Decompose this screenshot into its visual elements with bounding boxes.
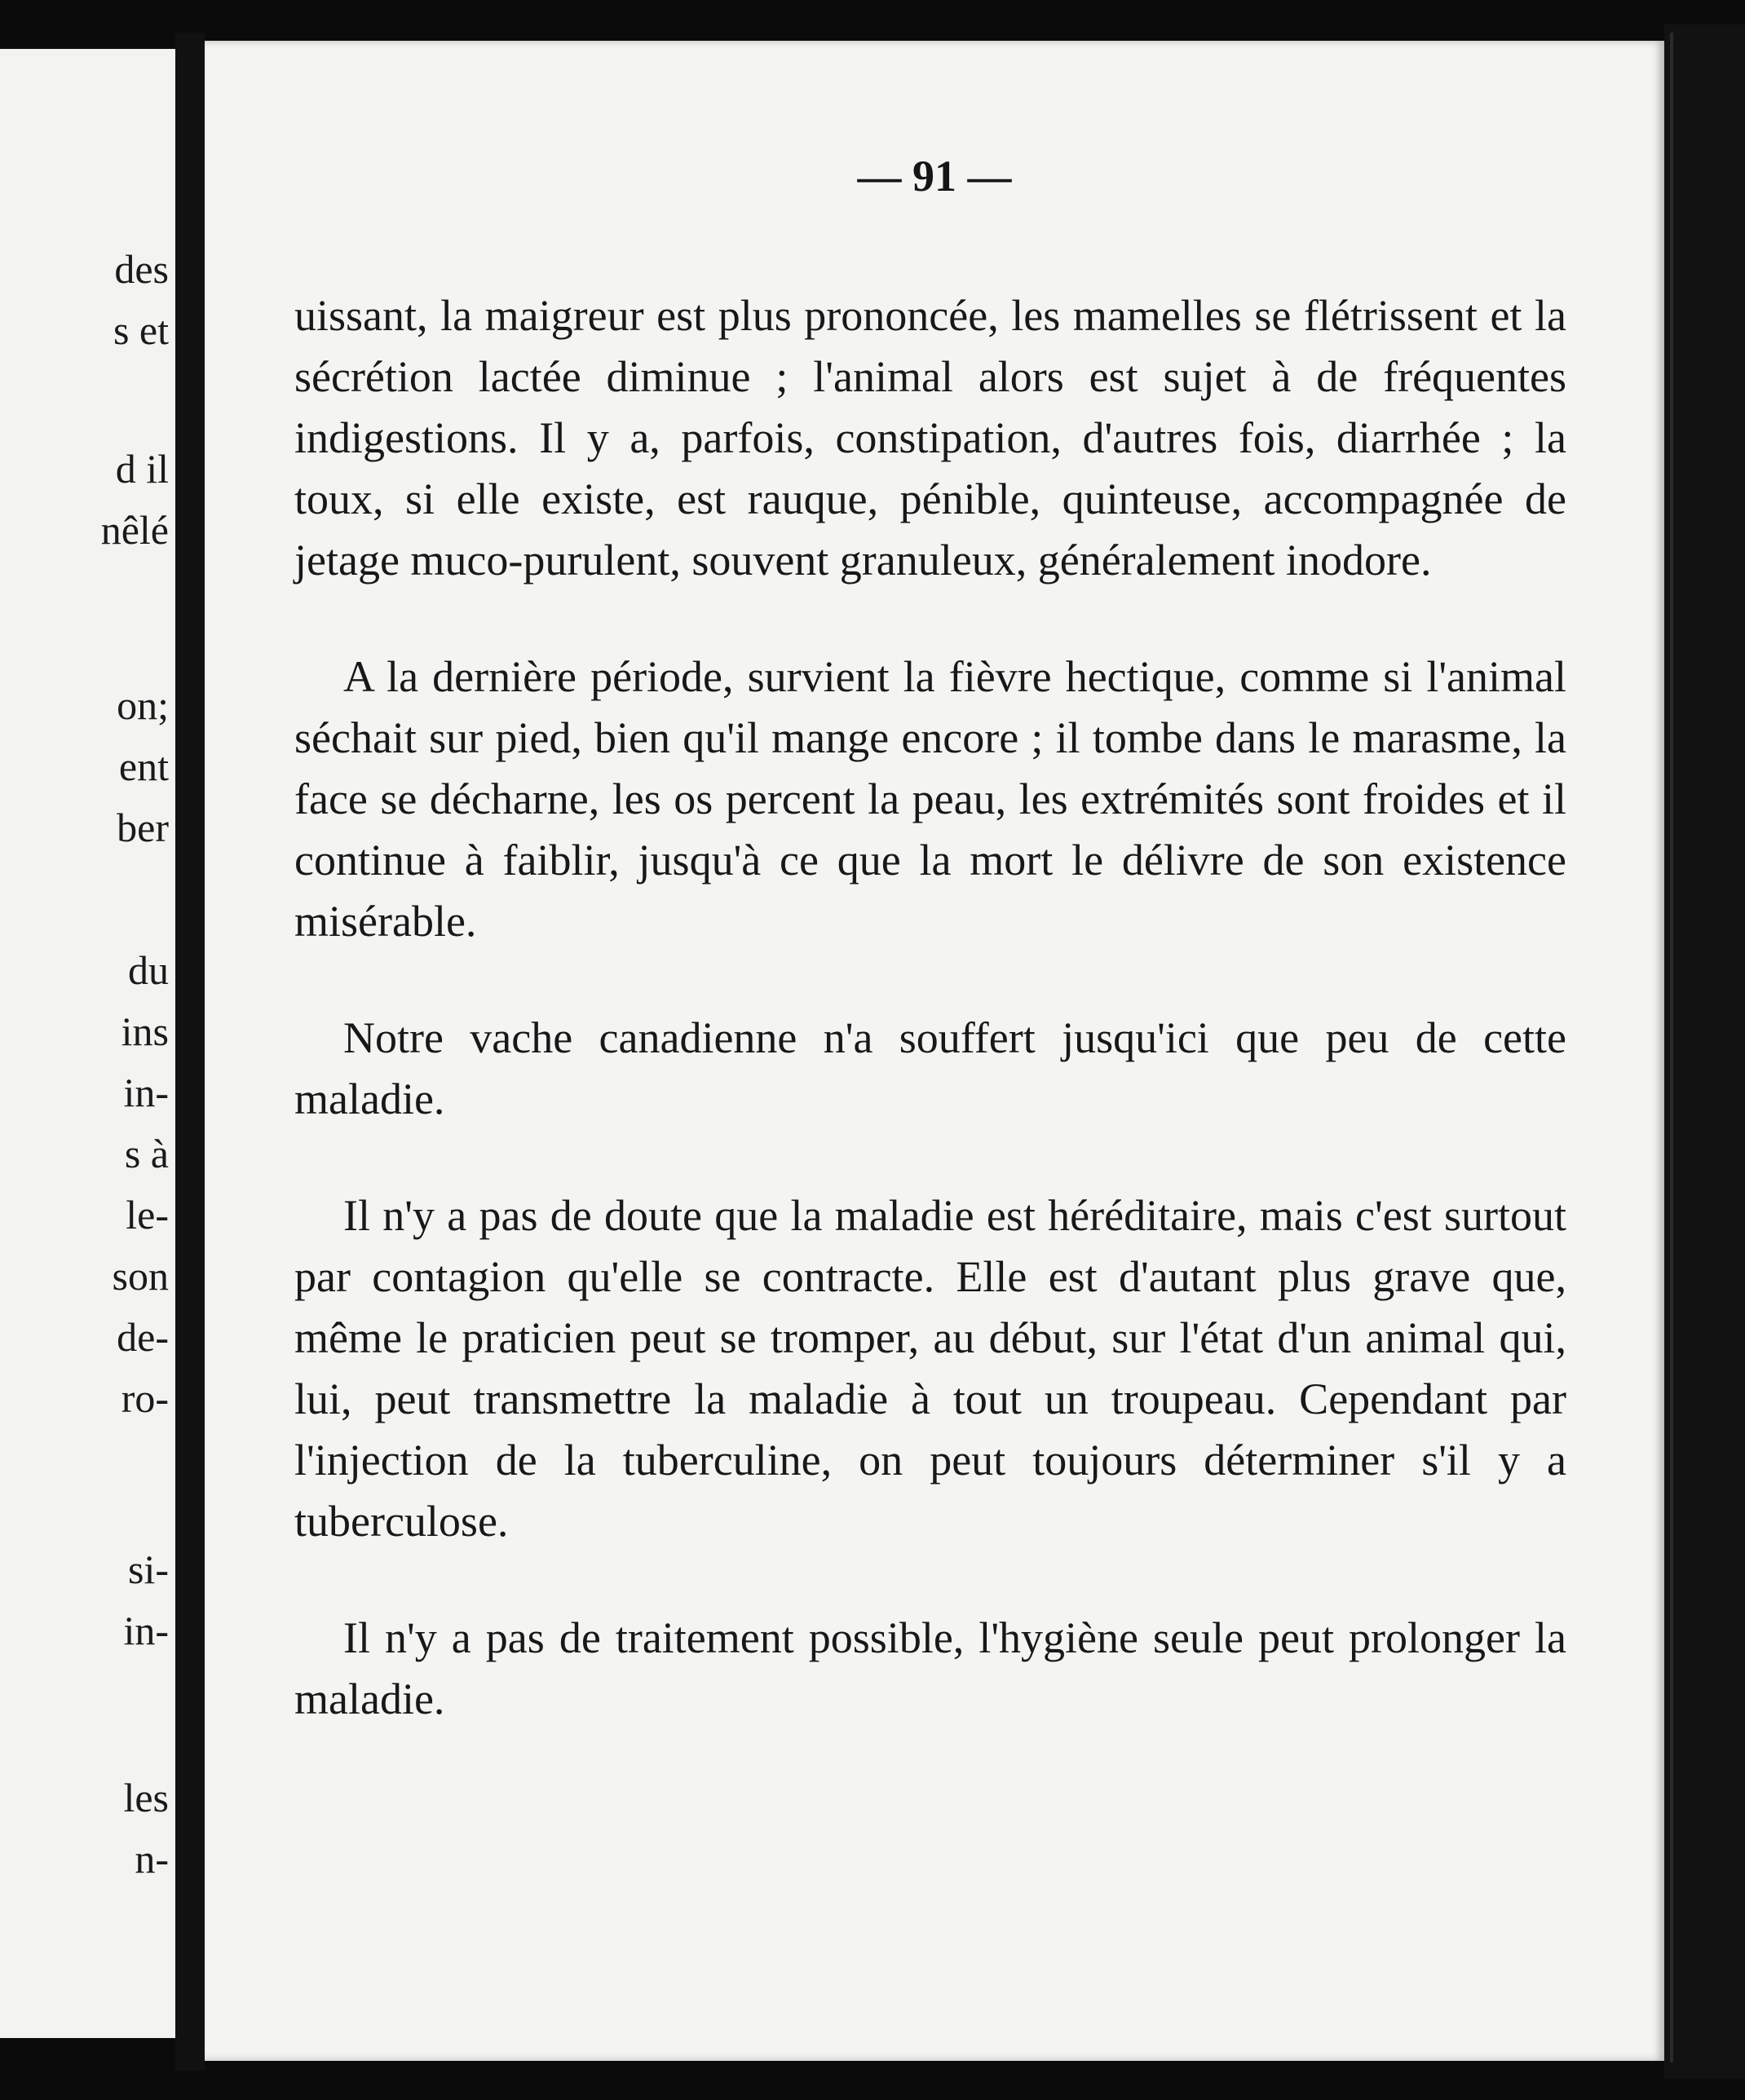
paragraph: Il n'y a pas de doute que la maladie est héréditaire, mais c'est surtout par contagion qu'elle se contracte. Elle est d'autant plus grave que, même le praticien peut se tromper, au début, sur l'état d'un animal qui, lui, peut transmettre la maladie à tout un troupeau. Cependant par l'injection de la tuberculine, on peut toujours déterminer s'il y a tuberculose. — [294, 1191, 1566, 1546]
left-page-fragment: ent — [118, 743, 169, 789]
page-number: — 91 — — [857, 152, 1012, 201]
body-text — [294, 285, 1566, 1785]
main-page — [205, 41, 1664, 2061]
left-page-fragment: s à — [124, 1131, 169, 1176]
left-page-fragment: nêlé — [100, 507, 169, 553]
left-page-fragment: d il — [115, 446, 169, 492]
left-page-fragment: du — [128, 947, 169, 993]
paragraph: Il n'y a pas de traitement possible, l'hygiène seule peut prolonger la maladie. — [294, 1613, 1566, 1723]
left-facing-page — [0, 49, 175, 2038]
left-page-fragment: le- — [126, 1192, 169, 1238]
left-page-fragment: si- — [128, 1546, 169, 1592]
left-page-fragment: on; — [117, 682, 169, 728]
paragraph: Notre vache canadienne n'a souffert jusqu'ici que peu de cette maladie. — [294, 1013, 1566, 1123]
left-page-fragment: s et — [113, 307, 169, 353]
book-gutter — [175, 33, 205, 2071]
left-page-fragment: ber — [117, 805, 169, 850]
paragraph: uissant, la maigreur est plus prononcée, les mamelles se flétrissent et la sécrétion lactée diminue ; l'animal alors est sujet à de fréquentes indigestions. Il y a, parfois, constipation, d'autres fois, diarrhée ; la toux, si elle existe, est rauque, pénible, quinteuse, accompagnée de jetage muco-purulent, souvent granuleux, généralement inodore. — [294, 291, 1566, 585]
left-page-fragment: n- — [135, 1836, 169, 1882]
left-page-fragment: les — [123, 1775, 169, 1820]
scan-right-edge — [1664, 24, 1745, 2079]
left-page-fragment: ro- — [121, 1375, 169, 1421]
left-page-fragment: son — [112, 1253, 169, 1299]
left-page-fragment: des — [114, 246, 169, 292]
left-page-fragment: in- — [123, 1070, 169, 1115]
left-page-fragment: de- — [117, 1314, 169, 1360]
paragraph: A la dernière période, survient la fièvre hectique, comme si l'animal séchait sur pied, bien qu'il mange encore ; il tombe dans le marasme, la face se décharne, les os percent la peau, les extrémités sont froides et il continue à faiblir, jusqu'à ce que la mort le délivre de son existence misérable. — [294, 652, 1566, 946]
left-page-fragment: ins — [121, 1008, 169, 1054]
page-edge-line — [1670, 33, 1673, 2062]
left-page-fragment: in- — [123, 1608, 169, 1653]
